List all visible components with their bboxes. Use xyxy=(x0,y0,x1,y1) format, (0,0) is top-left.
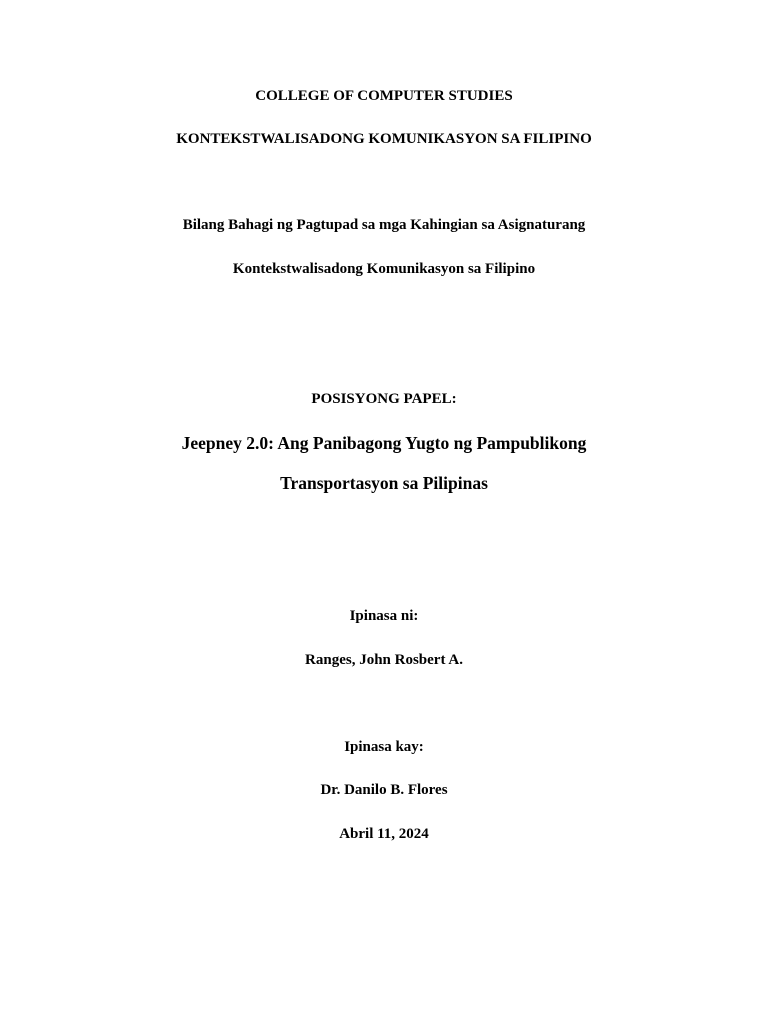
requirement-line-1: Bilang Bahagi ng Pagtupad sa mga Kahingian sa Asignaturang xyxy=(182,217,586,233)
author-name: Ranges, John Rosbert A. xyxy=(305,652,463,668)
submitted-by-label: Ipinasa ni: xyxy=(349,608,419,624)
course-name: KONTEKSTWALISADONG KOMUNIKASYON SA FILIPINO xyxy=(176,131,592,147)
instructor-name: Dr. Danilo B. Flores xyxy=(320,782,448,798)
college-name: COLLEGE OF COMPUTER STUDIES xyxy=(255,88,513,104)
submission-date: Abril 11, 2024 xyxy=(339,826,429,842)
requirement-line-2: Kontekstwalisadong Komunikasyon sa Filipino xyxy=(232,261,536,277)
paper-type: POSISYONG PAPEL: xyxy=(311,391,457,407)
submitted-to-label: Ipinasa kay: xyxy=(344,739,424,755)
paper-title-line-1: Jeepney 2.0: Ang Panibagong Yugto ng Pampublikong xyxy=(181,433,587,453)
paper-title-line-2: Transportasyon sa Pilipinas xyxy=(280,473,488,493)
